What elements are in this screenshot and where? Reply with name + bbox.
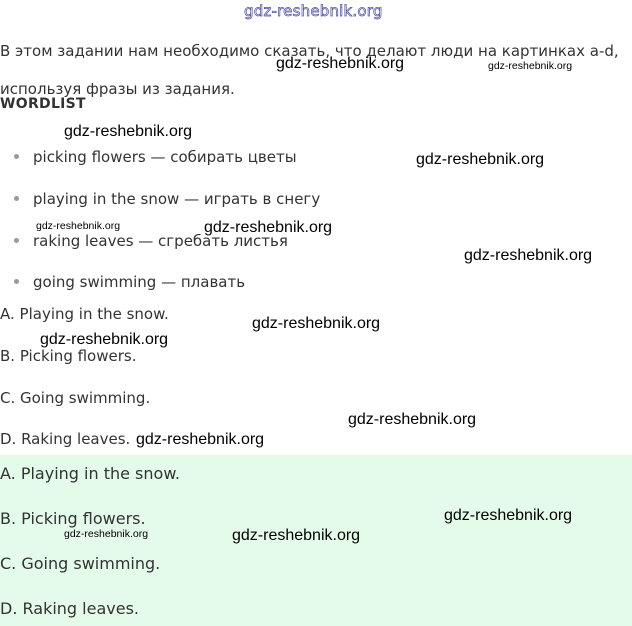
watermark: gdz-reshebnik.org [136,431,265,448]
wordlist-item-text: picking flowers — собирать цветы [33,148,297,166]
wordlist-item-text: raking leaves — сгребать листья [33,232,288,250]
wordlist-heading: WORDLIST [0,96,86,112]
watermark: gdz-reshebnik.org [64,528,149,540]
bullet-icon [14,238,19,243]
watermark: gdz-reshebnik.org [488,60,573,72]
watermark: gdz-reshebnik.org [232,527,361,544]
watermark: gdz-reshebnik.org [464,247,593,264]
watermark: gdz-reshebnik.org [276,55,405,72]
highlight-answer-c: C. Going swimming. [0,554,161,573]
watermark: gdz-reshebnik.org [416,151,545,168]
answer-c: C. Going swimming. [0,389,151,407]
watermark: gdz-reshebnik.org [36,220,121,232]
highlight-answer-b: B. Picking flowers. [0,509,146,528]
task-intro-text: В этом задании нам необходимо сказать, что делают люди на картинках a-d, используя фразы из задания. [0,42,619,98]
watermark: gdz-reshebnik.org [444,507,573,524]
highlight-answer-d: D. Raking leaves. [0,599,139,618]
answer-b: B. Picking flowers. [0,347,137,365]
wordlist-item-text: playing in the snow — играть в снегу [33,190,321,208]
bullet-icon [14,154,19,159]
highlight-answer-a: A. Playing in the snow. [0,464,181,483]
watermark-top: gdz-reshebnik.org [244,2,383,20]
watermark: gdz-reshebnik.org [204,219,333,236]
wordlist-item [14,148,297,166]
answer-a: A. Playing in the snow. [0,305,169,323]
wordlist-item [14,273,245,291]
watermark: gdz-reshebnik.org [252,315,381,332]
answer-d: D. Raking leaves. [0,430,131,448]
bullet-icon [14,279,19,284]
watermark: gdz-reshebnik.org [348,411,477,428]
watermark: gdz-reshebnik.org [40,331,169,348]
wordlist-item-text: going swimming — плавать [33,273,246,291]
bullet-icon [14,196,19,201]
watermark: gdz-reshebnik.org [64,123,193,140]
wordlist-item [14,190,320,208]
